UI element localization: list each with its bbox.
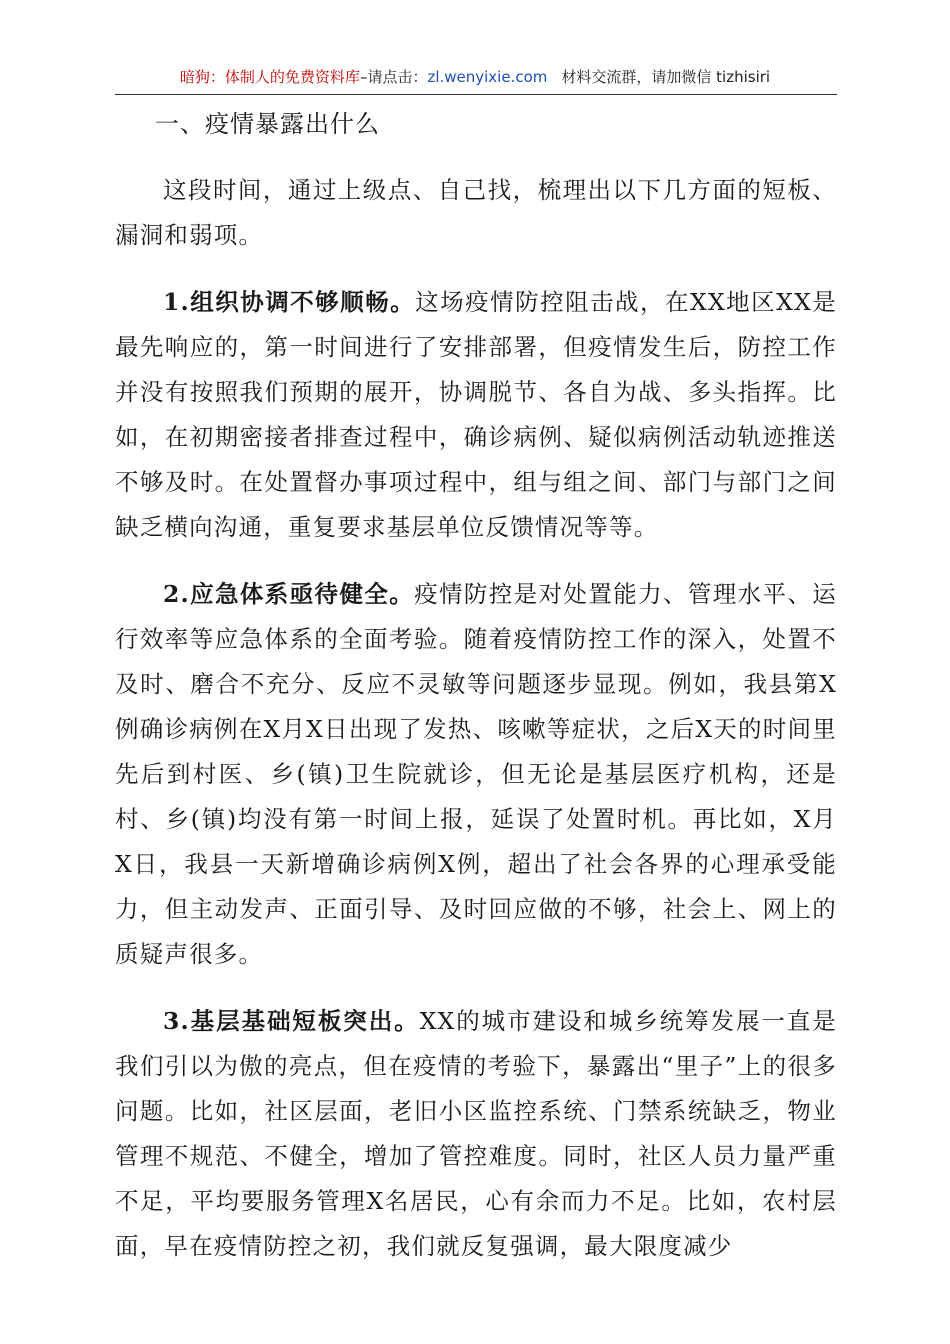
item-paragraph-1 bbox=[115, 280, 837, 550]
header-divider bbox=[115, 94, 837, 95]
section-heading: 一、疫情暴露出什么 bbox=[155, 110, 380, 138]
item-title-1: 1.组织协调不够顺畅。 bbox=[163, 288, 416, 316]
document-body bbox=[115, 102, 837, 1291]
item-body-3: XX的城市建设和城乡统筹发展一直是我们引以为傲的亮点，但在疫情的考验下，暴露出“里子”上的很多问题。比如，社区层面，老旧小区监控系统、门禁系统缺乏，物业管理不规范、不健全，增加了管控难度。同时，社区人员力量严重不足，平均要服务管理X名居民，心有余而力不足。比如，农村层面，早在疫情防控之初，我们就反复强调，最大限度减少 bbox=[115, 1007, 837, 1260]
site-link[interactable]: zl.wenyixie.com bbox=[427, 68, 548, 86]
item-paragraph-2 bbox=[115, 572, 837, 977]
site-label: 暗狗：体制人的免费资料库 bbox=[179, 68, 360, 86]
wechat-note: 材料交流群，请加微信 tizhisiri bbox=[561, 68, 771, 86]
item-paragraph-3 bbox=[115, 999, 837, 1269]
click-prompt: –请点击： bbox=[359, 68, 428, 86]
item-title-2: 2.应急体系亟待健全。 bbox=[163, 580, 415, 608]
item-body-2: 疫情防控是对处置能力、管理水平、运行效率等应急体系的全面考验。随着疫情防控工作的深入，处置不及时、磨合不充分、反应不灵敏等问题逐步显现。例如，我县第X例确诊病例在X月X日出现了发热、咳嗽等症状，之后X天的时间里先后到村医、乡(镇)卫生院就诊，但无论是基层医疗机构，还是村、乡(镇)均没有第一时间上报，延误了处置时机。再比如，X月X日，我县一天新增确诊病例X例，超出了社会各界的心理承受能力，但主动发声、正面引导、及时回应做的不够，社会上、网上的质疑声很多。 bbox=[115, 580, 837, 968]
page-header bbox=[0, 66, 950, 88]
intro-paragraph: 这段时间，通过上级点、自己找，梳理出以下几方面的短板、漏洞和弱项。 bbox=[115, 176, 837, 249]
item-body-1: 这场疫情防控阻击战，在XX地区XX是最先响应的，第一时间进行了安排部署，但疫情发生后，防控工作并没有按照我们预期的展开，协调脱节、各自为战、多头指挥。比如，在初期密接者排查过程中，确诊病例、疑似病例活动轨迹推送不够及时。在处置督办事项过程中，组与组之间、部门与部门之间缺乏横向沟通，重复要求基层单位反馈情况等等。 bbox=[115, 288, 838, 541]
item-title-3: 3.基层基础短板突出。 bbox=[163, 1007, 420, 1035]
